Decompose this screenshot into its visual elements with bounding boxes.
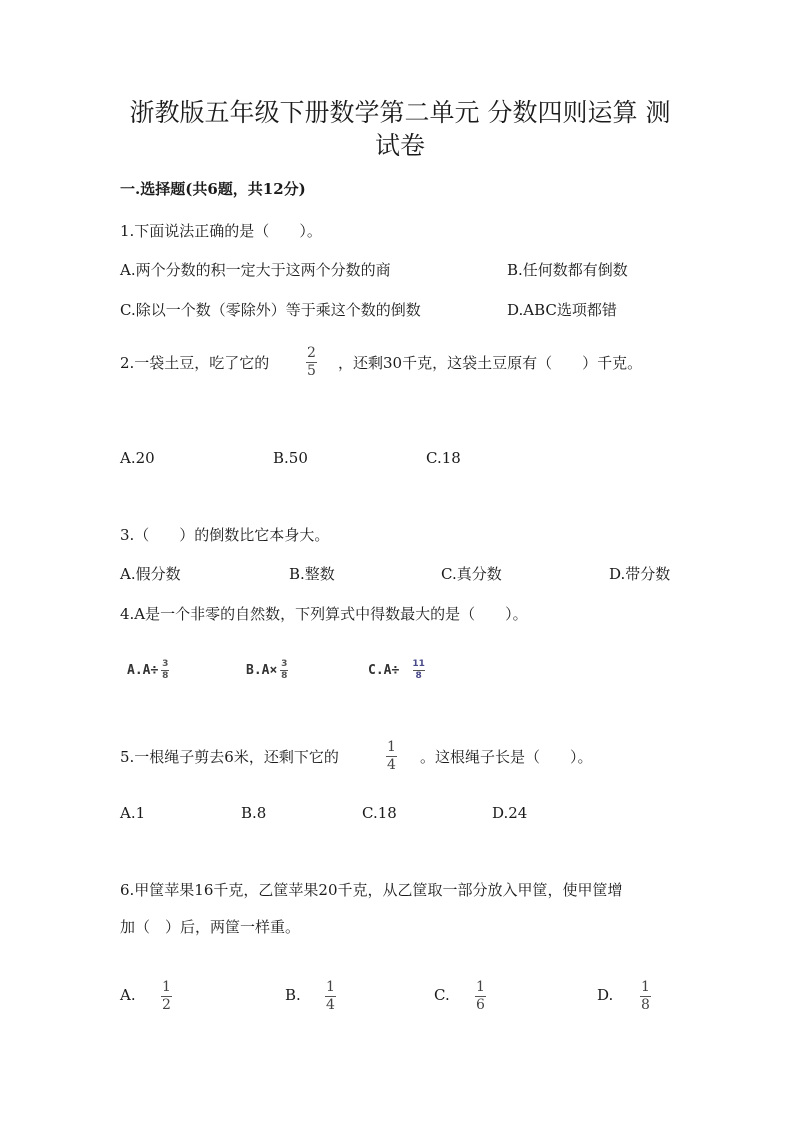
question-5-option-b[interactable]: B.8: [241, 804, 267, 822]
question-1-option-c[interactable]: C.除以一个数（零除外）等于乘这个数的倒数: [120, 301, 421, 319]
question-6-option-a-label[interactable]: A.: [120, 986, 136, 1004]
question-5-fraction: [386, 740, 397, 773]
question-2-stem-before: 2.一袋土豆，吃了它的: [120, 354, 270, 372]
fraction-denominator: 8: [281, 671, 288, 681]
question-1-option-b[interactable]: B.任何数都有倒数: [507, 261, 628, 279]
page-title-line2: 试卷: [374, 131, 425, 160]
question-6-stem-line2: 加（ ）后，两筐一样重。: [120, 918, 301, 936]
fraction-denominator: 6: [476, 997, 485, 1013]
fraction-numerator: 2: [307, 345, 316, 361]
fraction-numerator: 1: [162, 979, 171, 995]
page-title-line1: 浙教版五年级下册数学第二单元 分数四则运算 测: [129, 98, 671, 127]
question-2-option-c[interactable]: C.18: [426, 449, 461, 467]
fraction-numerator: 1: [326, 979, 335, 995]
question-3-option-b[interactable]: B.整数: [289, 565, 335, 583]
question-5-stem-before: 5.一根绳子剪去6米，还剩下它的: [120, 748, 339, 766]
section-heading: 一.选择题(共6题，共12分): [120, 180, 306, 198]
fraction-numerator: 1: [641, 979, 650, 995]
question-6-option-d-label[interactable]: D.: [597, 986, 614, 1004]
fraction-denominator: 8: [641, 997, 650, 1013]
fraction-numerator: 11: [412, 659, 425, 669]
option-label: A.A÷: [127, 663, 159, 678]
question-3-option-d[interactable]: D.带分数: [609, 565, 671, 583]
question-6-stem-line1: 6.甲筐苹果16千克，乙筐苹果20千克，从乙筐取一部分放入甲筐，使甲筐增: [120, 881, 623, 899]
question-3-option-a[interactable]: A.假分数: [120, 565, 181, 583]
fraction-denominator: 4: [326, 997, 335, 1013]
question-2-option-a[interactable]: A.20: [120, 449, 155, 467]
fraction-numerator: 1: [476, 979, 485, 995]
option-fraction: [412, 660, 425, 681]
question-2-option-b[interactable]: B.50: [273, 449, 308, 467]
question-3-option-c[interactable]: C.真分数: [441, 565, 502, 583]
question-6-option-c-label[interactable]: C.: [434, 986, 450, 1004]
question-6-option-a-fraction: [161, 980, 172, 1013]
question-6-option-c-fraction: [475, 980, 486, 1013]
question-1-stem: 1.下面说法正确的是（ ）。: [120, 222, 322, 240]
question-5-option-c[interactable]: C.18: [362, 804, 397, 822]
question-5-stem-after: 。这根绳子长是（ ）。: [420, 748, 593, 766]
question-6-option-b-fraction: [325, 980, 336, 1013]
question-6-option-b-label[interactable]: B.: [285, 986, 301, 1004]
option-label: B.A×: [246, 663, 278, 678]
question-5-option-a[interactable]: A.1: [120, 804, 146, 822]
question-4-stem: 4.A是一个非零的自然数，下列算式中得数最大的是（ ）。: [120, 605, 528, 623]
fraction-numerator: 1: [387, 739, 396, 755]
fraction-denominator: 8: [162, 671, 169, 681]
fraction-denominator: 5: [307, 363, 316, 379]
question-2-stem-after: ，还剩30千克，这袋土豆原有（ ）千克。: [338, 354, 643, 372]
option-label: C.A÷: [368, 663, 400, 678]
fraction-numerator: 3: [281, 659, 288, 669]
fraction-denominator: 8: [415, 671, 422, 681]
question-3-stem: 3.（ ）的倒数比它本身大。: [120, 526, 330, 544]
question-4-option-b[interactable]: [246, 660, 288, 681]
question-1-option-d[interactable]: D.ABC选项都错: [507, 301, 617, 319]
question-6-option-d-fraction: [640, 980, 651, 1013]
question-5-option-d[interactable]: D.24: [492, 804, 528, 822]
fraction-numerator: 3: [162, 659, 169, 669]
question-2-fraction: [306, 346, 317, 379]
option-fraction: [161, 660, 169, 681]
option-fraction: [280, 660, 288, 681]
question-4-option-c[interactable]: [368, 660, 425, 681]
fraction-denominator: 2: [162, 997, 171, 1013]
question-1-option-a[interactable]: A.两个分数的积一定大于这两个分数的商: [120, 261, 391, 279]
question-4-option-a[interactable]: [127, 660, 169, 681]
fraction-denominator: 4: [387, 757, 396, 773]
